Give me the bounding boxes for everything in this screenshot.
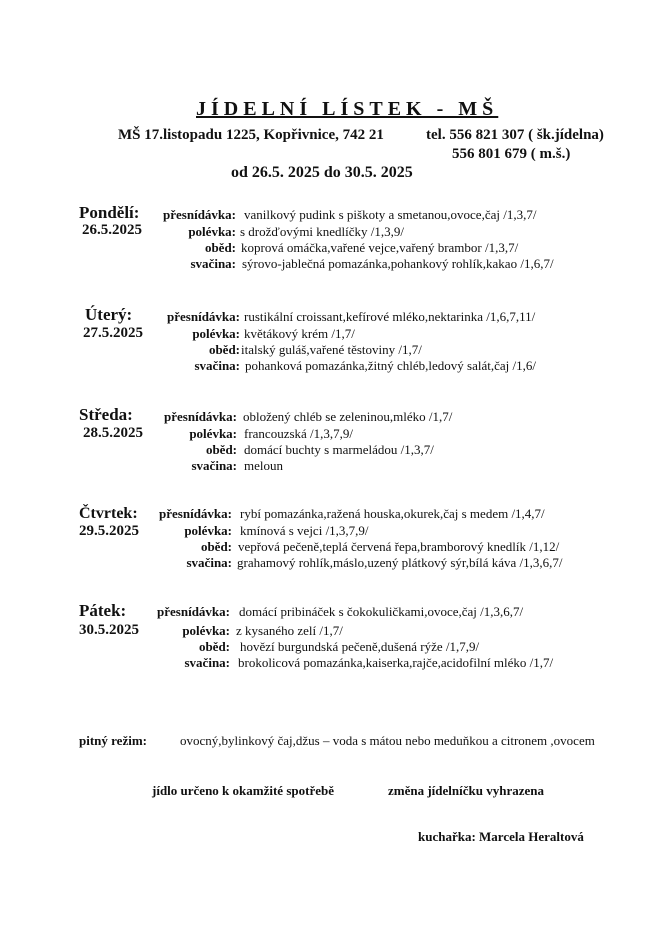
meal-text: sýrovo-jablečná pomazánka,pohankový rohlík,kakao /1,6,7/ — [242, 256, 554, 271]
meal-label: polévka: — [184, 523, 232, 538]
phone-kindergarten: 556 801 679 ( m.š.) — [452, 146, 571, 162]
meal-label: polévka: — [182, 623, 230, 638]
meal-text: z kysaného zelí /1,7/ — [236, 623, 343, 638]
meal-label: přesnídávka: — [157, 604, 230, 619]
meal-label: svačina: — [184, 655, 230, 670]
day-date-monday: 26.5.2025 — [82, 222, 142, 238]
meal-text: hovězí burgundská pečeně,dušená rýže /1,7,9/ — [240, 639, 480, 654]
meal-text: obložený chléb se zeleninou,mléko /1,7/ — [243, 409, 453, 424]
meal-label: přesnídávka: — [163, 207, 236, 222]
school-address: MŠ 17.listopadu 1225, Kopřivnice, 742 21 — [118, 127, 384, 143]
drink-regime-text: ovocný,bylinkový čaj,džus – voda s mátou nebo meduňkou a citronem ,ovocem — [180, 733, 595, 748]
meal-label: svačina: — [191, 458, 237, 473]
meal-text: meloun — [244, 458, 283, 473]
menu-period: od 26.5. 2025 do 30.5. 2025 — [231, 164, 413, 181]
meal-text: rustikální croissant,kefírové mléko,nektarinka /1,6,7,11/ — [244, 309, 536, 324]
day-name-thursday: Čtvrtek: — [79, 505, 138, 522]
meal-label: polévka: — [192, 326, 240, 341]
drink-regime-label: pitný režim: — [79, 733, 147, 748]
menu-change-note: změna jídelníčku vyhrazena — [388, 783, 544, 798]
meal-text: domácí pribináček s čokokuličkami,ovoce,čaj /1,3,6,7/ — [239, 604, 524, 619]
phone-canteen: tel. 556 821 307 ( šk.jídelna) — [426, 127, 604, 143]
meal-text: kmínová s vejci /1,3,7,9/ — [240, 523, 369, 538]
meal-label: oběd: — [200, 539, 232, 554]
consumption-note: jídlo určeno k okamžité spotřebě — [152, 783, 334, 798]
meal-text: grahamový rohlík,máslo,uzený plátkový sýr,bílá káva /1,3,6,7/ — [237, 555, 563, 570]
meal-label: oběd: — [208, 342, 240, 357]
day-name-wednesday: Středa: — [79, 405, 133, 424]
day-date-thursday: 29.5.2025 — [79, 523, 139, 539]
meal-text: koprová omáčka,vařené vejce,vařený brambor /1,3,7/ — [241, 240, 519, 255]
day-name-monday: Pondělí: — [79, 203, 140, 222]
meal-label: oběd: — [204, 240, 236, 255]
day-date-tuesday: 27.5.2025 — [83, 325, 143, 341]
meal-text: pohanková pomazánka,žitný chléb,ledový salát,čaj /1,6/ — [245, 358, 536, 373]
day-date-friday: 30.5.2025 — [79, 622, 139, 638]
meal-text: rybí pomazánka,ražená houska,okurek,čaj s medem /1,4,7/ — [240, 506, 545, 521]
meal-label: přesnídávka: — [164, 409, 237, 424]
meal-label: svačina: — [186, 555, 232, 570]
day-name-tuesday: Úterý: — [85, 305, 133, 324]
meal-text: domácí buchty s marmeládou /1,3,7/ — [244, 442, 434, 457]
meal-text: květákový krém /1,7/ — [244, 326, 355, 341]
meal-text: italský guláš,vařené těstoviny /1,7/ — [241, 342, 422, 357]
meal-text: francouzská /1,3,7,9/ — [244, 426, 354, 441]
meal-text: s drožďovými knedlíčky /1,3,9/ — [240, 224, 405, 239]
meal-label: přesnídávka: — [167, 309, 240, 324]
meal-label: oběd: — [198, 639, 230, 654]
meal-text: vepřová pečeně,teplá červená řepa,bramborový knedlík /1,12/ — [238, 539, 560, 554]
meal-label: svačina: — [190, 256, 236, 271]
meal-label: polévka: — [189, 426, 237, 441]
meal-label: přesnídávka: — [159, 506, 232, 521]
meal-label: polévka: — [188, 224, 236, 239]
meal-label: oběd: — [205, 442, 237, 457]
day-date-wednesday: 28.5.2025 — [83, 425, 143, 441]
cook-signature: kuchařka: Marcela Heraltová — [418, 829, 584, 844]
meal-text: vanilkový pudink s piškoty a smetanou,ovoce,čaj /1,3,7/ — [244, 207, 537, 222]
page-title: JÍDELNÍ LÍSTEK - MŠ — [196, 98, 499, 120]
meal-label: svačina: — [194, 358, 240, 373]
meal-text: brokolicová pomazánka,kaiserka,rajče,acidofilní mléko /1,7/ — [238, 655, 554, 670]
day-name-friday: Pátek: — [79, 601, 127, 620]
